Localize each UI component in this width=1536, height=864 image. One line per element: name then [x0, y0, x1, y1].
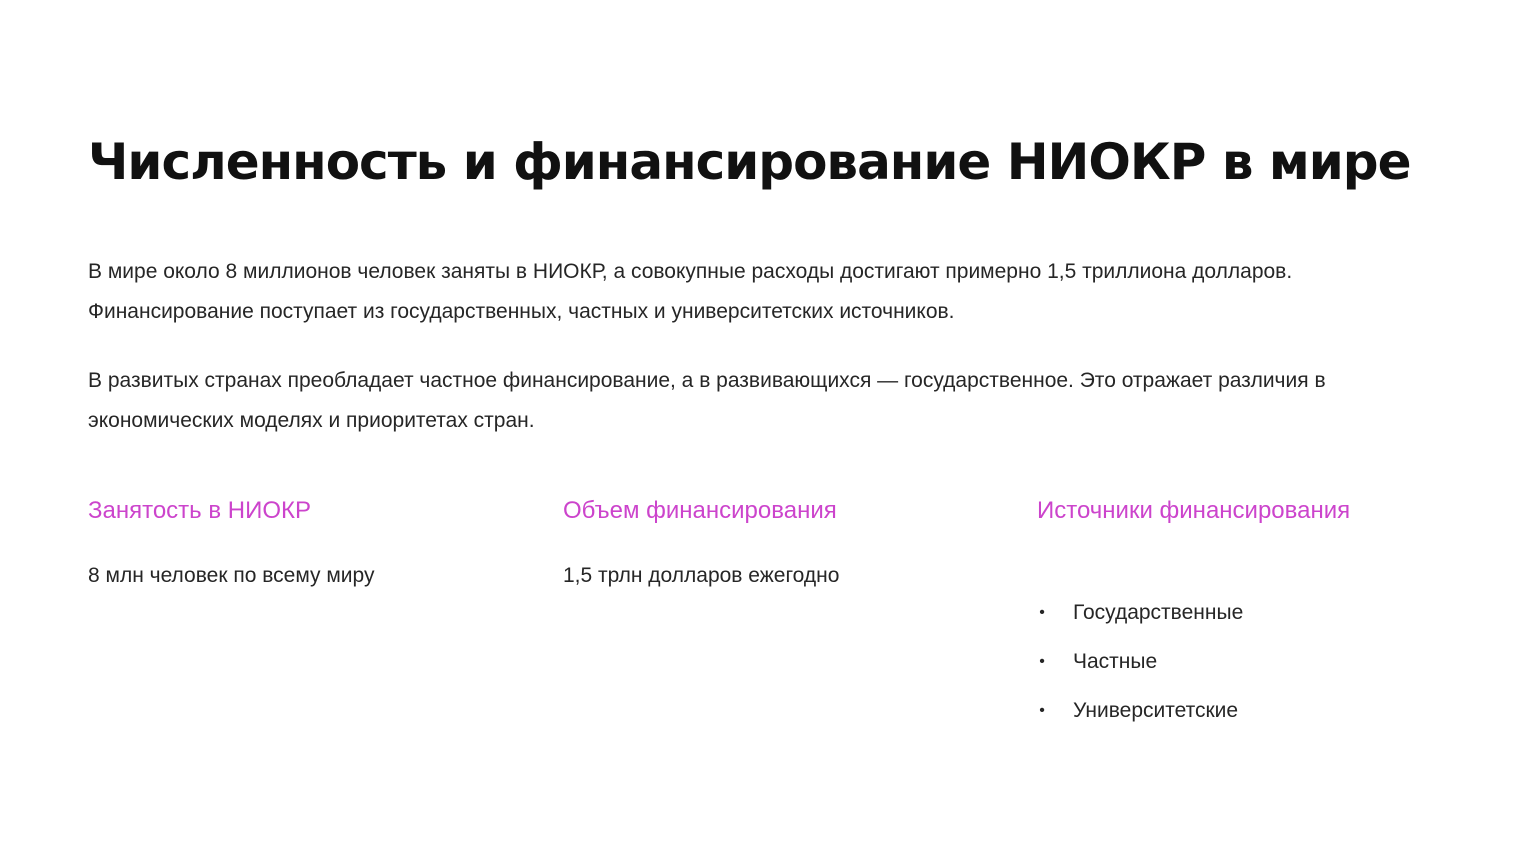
funding-volume-heading: Объем финансирования: [563, 497, 837, 524]
comparison-paragraph: В развитых странах преобладает частное финансирование, а в развивающихся — государственное. Это отражает различия в экономических моделях и приоритетах стран.: [88, 369, 1326, 432]
funding-sources-heading: Источники финансирования: [1037, 497, 1351, 524]
employment-value: 8 млн человек по всему миру: [88, 564, 375, 587]
funding-sources-column: [1037, 490, 1477, 722]
source-university: Университетские: [1073, 699, 1239, 722]
slide-title: Численность и финансирование НИОКР в мире: [88, 133, 1411, 191]
funding-volume-column: [563, 490, 1003, 587]
source-private: Частные: [1073, 650, 1158, 673]
bullet-icon: •: [1039, 702, 1045, 719]
employment-column: [88, 490, 528, 587]
funding-volume-value: 1,5 трлн долларов ежегодно: [563, 564, 840, 587]
intro-paragraph: В мире около 8 миллионов человек заняты в НИОКР, а совокупные расходы достигают примерно 1,5 триллиона долларов. Финансирование поступает из государственных, частных и университетских источников.: [88, 260, 1293, 323]
employment-heading: Занятость в НИОКР: [88, 497, 311, 524]
source-government: Государственные: [1073, 601, 1244, 624]
bullet-icon: •: [1039, 604, 1045, 621]
bullet-icon: •: [1039, 653, 1045, 670]
